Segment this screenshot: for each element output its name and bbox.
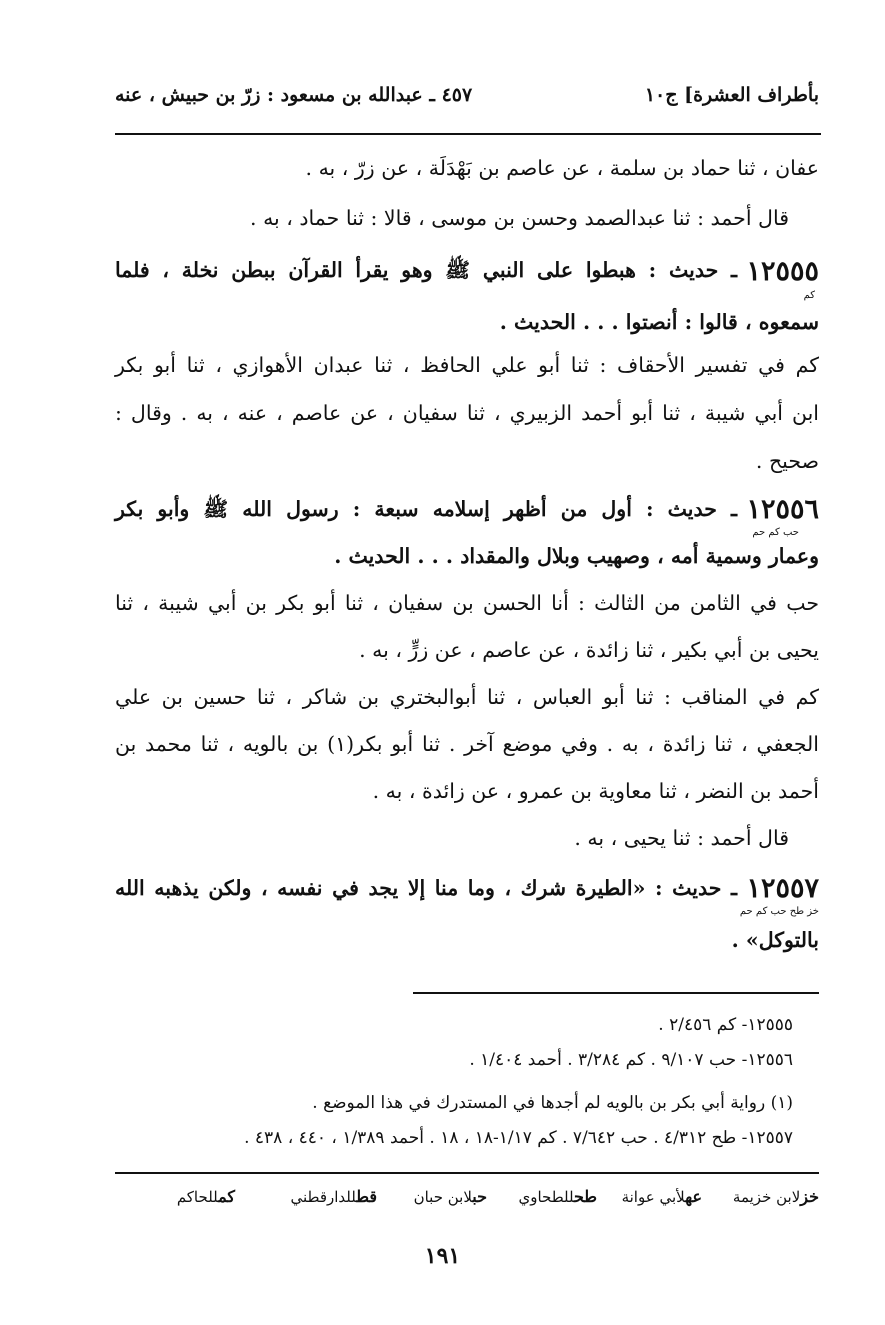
text-line: الجعفي ، ثنا زائدة ، به . وفي موضع آخر . ثنا أبو بكر(١) بن بالويه ، ثنا محمد بن xyxy=(115,732,819,756)
text-line: حب في الثامن من الثالث : أنا الحسن بن سفيان ، ثنا أبو بكر بن أبي شيبة ، ثنا xyxy=(115,591,819,615)
footnote: ١٢٥٥٥- كم ٢/٤٥٦ . xyxy=(658,1015,793,1035)
footnote: ١٢٥٥٦- حب ٩/١٠٧ . كم ٣/٢٨٤ . أحمد ١/٤٠٤ . xyxy=(469,1050,793,1070)
abbreviation-daraqutni: قطللدارقطني xyxy=(290,1187,377,1206)
text-line: قال أحمد : ثنا عبدالصمد وحسن بن موسى ، قالا : ثنا حماد ، به . xyxy=(250,206,789,230)
abbreviations-rule xyxy=(115,1172,819,1174)
hadith-number: ١٢٥٥٥ xyxy=(746,256,819,287)
hadith-number: ١٢٥٥٦ xyxy=(746,494,819,525)
hadith-text: ـ حديث : أول من أظهر إسلامه سبعة : رسول الله ﷺ وأبو بكر xyxy=(115,497,737,521)
hadith-sources: حب كم حم xyxy=(752,527,799,538)
page-number: ١٩١ xyxy=(424,1243,461,1269)
hadith-text: وعمار وسمية أمه ، وصهيب وبلال والمقداد . . . الحديث . xyxy=(334,544,819,568)
abbreviation-ibn-khuzayma: خزلابن خزيمة xyxy=(732,1187,819,1206)
footnote-rule xyxy=(413,992,819,994)
text-line: كم في المناقب : ثنا أبو العباس ، ثنا أبوالبختري بن شاكر ، ثنا حسين بن علي xyxy=(115,685,819,709)
text-line: كم في تفسير الأحقاف : ثنا أبو علي الحافظ ، ثنا عبدان الأهوازي ، ثنا أبو بكر xyxy=(115,353,819,377)
hadith-text: بالتوكل» . xyxy=(731,928,819,952)
abbreviation-abu-awana: عهلأبي عوانة xyxy=(621,1187,702,1206)
text-line: قال أحمد : ثنا يحيى ، به . xyxy=(574,826,789,850)
text-line: صحيح . xyxy=(755,449,819,473)
header-rule xyxy=(115,133,821,135)
footnote: ١٢٥٥٧- طح ٤/٣١٢ . حب ٧/٦٤٢ . كم ١/١٧-١٨ ، ١٨ . أحمد ١/٣٨٩ ، ٤٤٠ ، ٤٣٨ . xyxy=(244,1128,793,1148)
text-line: يحيى بن أبي بكير ، ثنا زائدة ، عن عاصم ، عن زرٍّ ، به . xyxy=(359,638,819,662)
footnote: (١) رواية أبي بكر بن بالويه لم أجدها في المستدرك في هذا الموضع . xyxy=(312,1093,793,1113)
hadith-number: ١٢٥٥٧ xyxy=(746,873,819,904)
abbreviation-tahawi: طحللطحاوي xyxy=(518,1187,597,1206)
running-header-book: بأطراف العشرة] ج١٠ xyxy=(644,84,819,106)
abbreviation-hakim: كمللحاكم xyxy=(176,1187,235,1206)
text-line: ابن أبي شيبة ، ثنا أبو أحمد الزبيري ، ثنا سفيان ، عن عاصم ، عنه ، به . وقال : xyxy=(115,401,819,425)
hadith-sources: كم xyxy=(803,290,815,301)
text-line: أحمد بن النضر ، ثنا معاوية بن عمرو ، عن زائدة ، به . xyxy=(372,779,819,803)
abbreviation-ibn-hibban: حبلابن حبان xyxy=(413,1187,487,1206)
hadith-text: سمعوه ، قالوا : أنصتوا . . . الحديث . xyxy=(499,310,819,334)
hadith-text: ـ حديث : هبطوا على النبي ﷺ وهو يقرأ القرآن ببطن نخلة ، فلما xyxy=(115,258,737,282)
text-line: عفان ، ثنا حماد بن سلمة ، عن عاصم بن بَهْدَلَة ، عن زرّ ، به . xyxy=(305,156,819,180)
hadith-sources: خز طح حب كم حم xyxy=(739,906,819,917)
running-header-section: ٤٥٧ ـ عبدالله بن مسعود : زرّ بن حبيش ، عنه xyxy=(115,84,473,106)
hadith-text: ـ حديث : «الطيرة شرك ، وما منا إلا يجد في نفسه ، ولكن يذهبه الله xyxy=(115,876,737,900)
